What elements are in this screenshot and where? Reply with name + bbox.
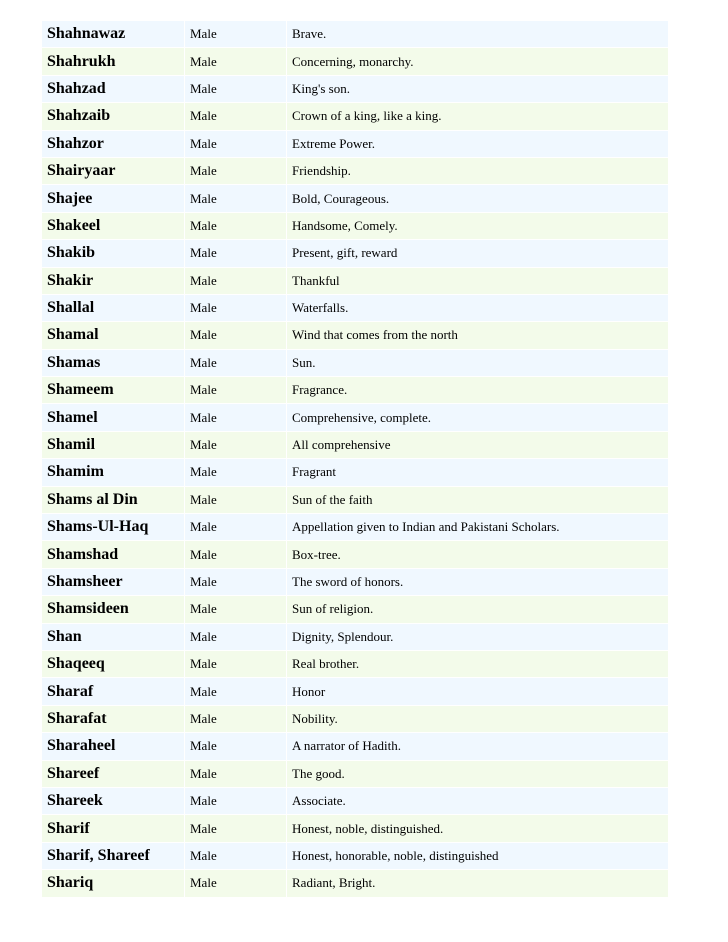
table-row bbox=[42, 431, 668, 458]
gender-cell: Male bbox=[185, 678, 287, 705]
meaning-cell: A narrator of Hadith. bbox=[287, 733, 669, 760]
table-row bbox=[42, 568, 668, 595]
meaning-cell: All comprehensive bbox=[287, 431, 669, 458]
name-cell: Shahzaib bbox=[42, 103, 185, 130]
gender-cell: Male bbox=[185, 650, 287, 677]
meaning-cell: Comprehensive, complete. bbox=[287, 404, 669, 431]
meaning-cell: Real brother. bbox=[287, 650, 669, 677]
name-cell: Shahzad bbox=[42, 75, 185, 102]
gender-cell: Male bbox=[185, 705, 287, 732]
gender-cell: Male bbox=[185, 760, 287, 787]
meaning-cell: Sun of religion. bbox=[287, 596, 669, 623]
table-row bbox=[42, 240, 668, 267]
meaning-cell: Fragrant bbox=[287, 459, 669, 486]
name-cell: Shakib bbox=[42, 240, 185, 267]
table-row bbox=[42, 815, 668, 842]
meaning-cell: Honest, noble, distinguished. bbox=[287, 815, 669, 842]
name-cell: Shamsideen bbox=[42, 596, 185, 623]
table-row bbox=[42, 185, 668, 212]
gender-cell: Male bbox=[185, 404, 287, 431]
table-row bbox=[42, 486, 668, 513]
gender-cell: Male bbox=[185, 103, 287, 130]
name-cell: Shamel bbox=[42, 404, 185, 431]
name-cell: Shajee bbox=[42, 185, 185, 212]
name-cell: Shareef bbox=[42, 760, 185, 787]
names-table bbox=[42, 21, 668, 898]
meaning-cell: Sun of the faith bbox=[287, 486, 669, 513]
name-cell: Shareek bbox=[42, 787, 185, 814]
table-row bbox=[42, 48, 668, 75]
name-cell: Shallal bbox=[42, 294, 185, 321]
name-cell: Shakeel bbox=[42, 212, 185, 239]
gender-cell: Male bbox=[185, 431, 287, 458]
gender-cell: Male bbox=[185, 815, 287, 842]
meaning-cell: Bold, Courageous. bbox=[287, 185, 669, 212]
gender-cell: Male bbox=[185, 623, 287, 650]
name-cell: Shamshad bbox=[42, 541, 185, 568]
gender-cell: Male bbox=[185, 459, 287, 486]
table-row bbox=[42, 267, 668, 294]
name-cell: Shakir bbox=[42, 267, 185, 294]
name-cell: Shams al Din bbox=[42, 486, 185, 513]
table-row bbox=[42, 650, 668, 677]
gender-cell: Male bbox=[185, 349, 287, 376]
table-row bbox=[42, 787, 668, 814]
table-row bbox=[42, 596, 668, 623]
name-cell: Sharif, Shareef bbox=[42, 842, 185, 869]
name-cell: Shahzor bbox=[42, 130, 185, 157]
name-cell: Shaqeeq bbox=[42, 650, 185, 677]
table-row bbox=[42, 294, 668, 321]
table-row bbox=[42, 705, 668, 732]
name-cell: Shams-Ul-Haq bbox=[42, 514, 185, 541]
table-row bbox=[42, 404, 668, 431]
gender-cell: Male bbox=[185, 870, 287, 897]
gender-cell: Male bbox=[185, 541, 287, 568]
meaning-cell: Friendship. bbox=[287, 157, 669, 184]
gender-cell: Male bbox=[185, 267, 287, 294]
name-cell: Shameem bbox=[42, 377, 185, 404]
gender-cell: Male bbox=[185, 240, 287, 267]
meaning-cell: Wind that comes from the north bbox=[287, 322, 669, 349]
gender-cell: Male bbox=[185, 185, 287, 212]
name-cell: Sharif bbox=[42, 815, 185, 842]
name-cell: Shamil bbox=[42, 431, 185, 458]
gender-cell: Male bbox=[185, 48, 287, 75]
name-cell: Shairyaar bbox=[42, 157, 185, 184]
table-row bbox=[42, 157, 668, 184]
gender-cell: Male bbox=[185, 514, 287, 541]
gender-cell: Male bbox=[185, 787, 287, 814]
table-row bbox=[42, 322, 668, 349]
table-row bbox=[42, 459, 668, 486]
table-row bbox=[42, 130, 668, 157]
gender-cell: Male bbox=[185, 377, 287, 404]
meaning-cell: The sword of honors. bbox=[287, 568, 669, 595]
table-row bbox=[42, 842, 668, 869]
meaning-cell: The good. bbox=[287, 760, 669, 787]
name-cell: Shamal bbox=[42, 322, 185, 349]
meaning-cell: Thankful bbox=[287, 267, 669, 294]
table-row bbox=[42, 760, 668, 787]
meaning-cell: Sun. bbox=[287, 349, 669, 376]
table-row bbox=[42, 514, 668, 541]
name-cell: Shamsheer bbox=[42, 568, 185, 595]
name-cell: Sharaf bbox=[42, 678, 185, 705]
table-row bbox=[42, 678, 668, 705]
name-cell: Shamim bbox=[42, 459, 185, 486]
name-cell: Shan bbox=[42, 623, 185, 650]
table-row bbox=[42, 212, 668, 239]
meaning-cell: Honor bbox=[287, 678, 669, 705]
name-cell: Sharafat bbox=[42, 705, 185, 732]
meaning-cell: Associate. bbox=[287, 787, 669, 814]
table-row bbox=[42, 103, 668, 130]
names-table-body bbox=[42, 21, 668, 897]
gender-cell: Male bbox=[185, 842, 287, 869]
meaning-cell: Brave. bbox=[287, 21, 669, 48]
meaning-cell: Box-tree. bbox=[287, 541, 669, 568]
name-cell: Sharaheel bbox=[42, 733, 185, 760]
table-row bbox=[42, 21, 668, 48]
meaning-cell: Waterfalls. bbox=[287, 294, 669, 321]
meaning-cell: Honest, honorable, noble, distinguished bbox=[287, 842, 669, 869]
name-cell: Shahrukh bbox=[42, 48, 185, 75]
gender-cell: Male bbox=[185, 568, 287, 595]
table-row bbox=[42, 870, 668, 897]
meaning-cell: Concerning, monarchy. bbox=[287, 48, 669, 75]
gender-cell: Male bbox=[185, 130, 287, 157]
meaning-cell: Dignity, Splendour. bbox=[287, 623, 669, 650]
gender-cell: Male bbox=[185, 486, 287, 513]
table-row bbox=[42, 75, 668, 102]
meaning-cell: Nobility. bbox=[287, 705, 669, 732]
gender-cell: Male bbox=[185, 21, 287, 48]
gender-cell: Male bbox=[185, 733, 287, 760]
meaning-cell: Appellation given to Indian and Pakistani Scholars. bbox=[287, 514, 669, 541]
meaning-cell: King's son. bbox=[287, 75, 669, 102]
name-cell: Shahnawaz bbox=[42, 21, 185, 48]
name-cell: Shariq bbox=[42, 870, 185, 897]
gender-cell: Male bbox=[185, 157, 287, 184]
gender-cell: Male bbox=[185, 212, 287, 239]
gender-cell: Male bbox=[185, 322, 287, 349]
table-row bbox=[42, 733, 668, 760]
meaning-cell: Fragrance. bbox=[287, 377, 669, 404]
meaning-cell: Extreme Power. bbox=[287, 130, 669, 157]
gender-cell: Male bbox=[185, 294, 287, 321]
table-row bbox=[42, 349, 668, 376]
meaning-cell: Crown of a king, like a king. bbox=[287, 103, 669, 130]
name-cell: Shamas bbox=[42, 349, 185, 376]
table-row bbox=[42, 541, 668, 568]
meaning-cell: Handsome, Comely. bbox=[287, 212, 669, 239]
table-row bbox=[42, 377, 668, 404]
gender-cell: Male bbox=[185, 596, 287, 623]
meaning-cell: Present, gift, reward bbox=[287, 240, 669, 267]
gender-cell: Male bbox=[185, 75, 287, 102]
table-row bbox=[42, 623, 668, 650]
meaning-cell: Radiant, Bright. bbox=[287, 870, 669, 897]
